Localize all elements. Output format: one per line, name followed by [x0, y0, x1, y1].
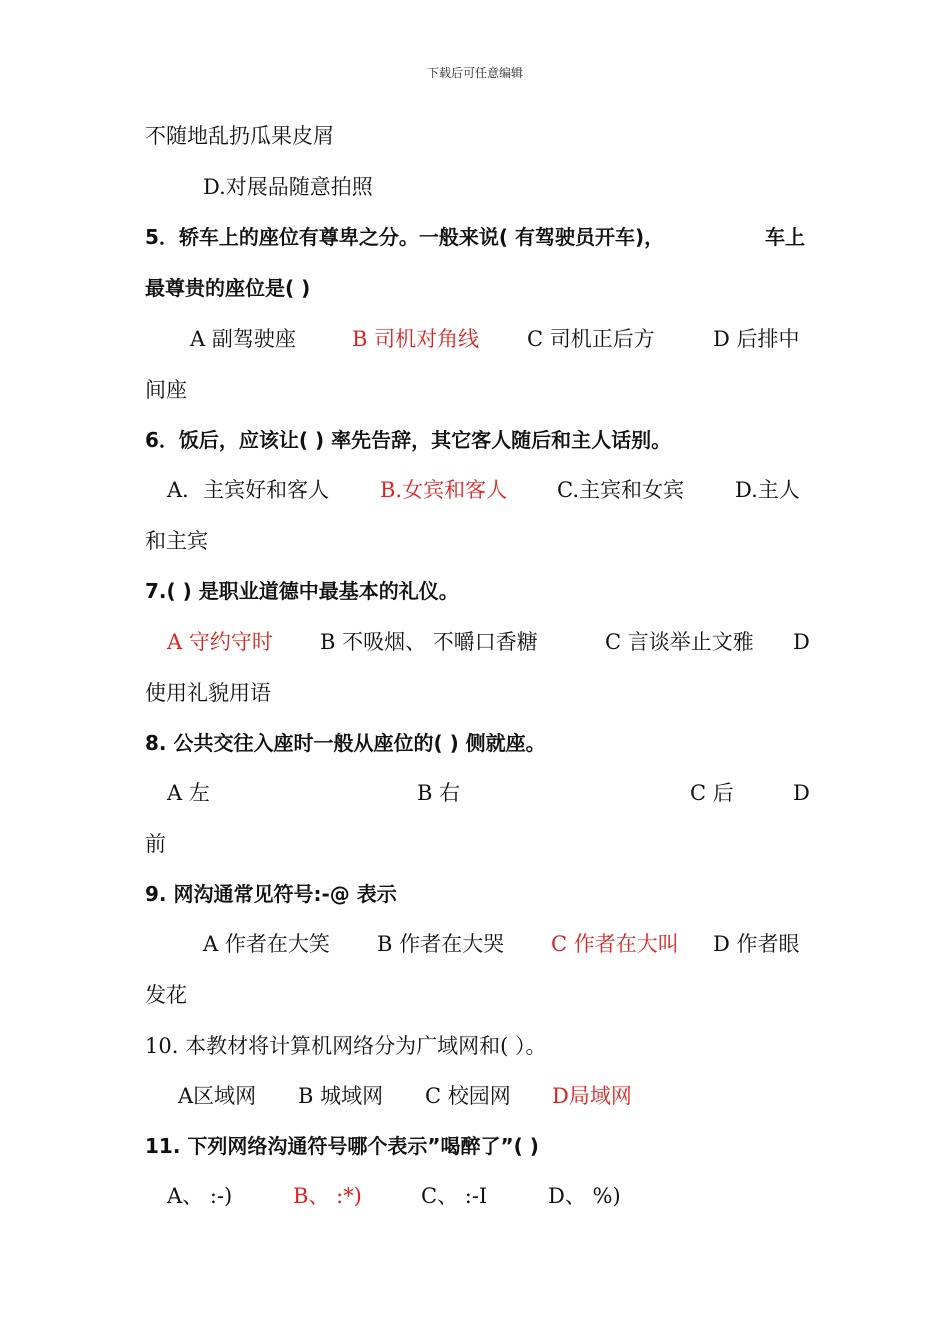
option-d: D、 %) [548, 1184, 621, 1208]
question-5 [145, 221, 805, 253]
option-a: A 副驾驶座 [190, 327, 296, 351]
option-c: C.主宾和女宾 [557, 478, 684, 502]
options-8 [145, 777, 810, 809]
option-a: A、 :-) [167, 1184, 233, 1208]
text-line: 和主宾 [145, 529, 208, 553]
option-b: B 城域网 [298, 1084, 384, 1108]
option-d: D 作者眼 [713, 932, 800, 956]
options-6 [145, 474, 805, 506]
option-c: C 后 [690, 781, 734, 805]
option-c-answer: C 作者在大叫 [551, 932, 679, 956]
option-c: C 校园网 [425, 1084, 511, 1108]
option-d: D 后排中 [713, 327, 800, 351]
option-c: C 司机正后方 [527, 327, 655, 351]
text-line: 前 [145, 832, 166, 856]
options-5 [145, 323, 805, 355]
question-9: 9. 网沟通常见符号:-@ 表示 [145, 882, 397, 906]
option-a-answer: A 守约守时 [167, 630, 273, 654]
question-5-cont: 最尊贵的座位是( ) [145, 276, 311, 300]
option-b: B 不吸烟、 不嚼口香糖 [320, 630, 538, 654]
option-a: A 作者在大笑 [203, 932, 330, 956]
option-d-answer: D局域网 [552, 1084, 632, 1108]
option-a: A．主宾好和客人 [167, 478, 330, 502]
option-b-answer: B 司机对角线 [352, 327, 480, 351]
options-9 [145, 928, 805, 960]
option-c: C、 :-I [421, 1184, 488, 1208]
option-a: A 左 [167, 781, 210, 805]
text-line: 发花 [145, 983, 187, 1007]
text-line: 不随地乱扔瓜果皮屑 [145, 124, 334, 148]
question-text: 5．轿车上的座位有尊卑之分。一般来说( 有驾驶员开车)， [145, 225, 665, 249]
option-b-answer: B.女宾和客人 [380, 478, 508, 502]
question-7: 7.( ) 是职业道德中最基本的礼仪。 [145, 579, 459, 603]
text-line: 使用礼貌用语 [145, 681, 271, 705]
option-d: D [793, 781, 810, 805]
option-line: D.对展品随意拍照 [203, 175, 373, 199]
option-d: D [793, 630, 810, 654]
option-a: A区域网 [178, 1084, 257, 1108]
question-11: 11. 下列网络沟通符号哪个表示”喝醉了”( ) [145, 1134, 539, 1158]
options-10 [145, 1080, 805, 1112]
option-b-answer: B、 :*) [293, 1184, 362, 1208]
option-d: D.主人 [735, 478, 800, 502]
question-8: 8. 公共交往入座时一般从座位的( ) 侧就座。 [145, 731, 546, 755]
options-11 [145, 1180, 805, 1212]
question-10: 10. 本教材将计算机网络分为广域网和( ）。 [145, 1034, 547, 1058]
page-header: 下载后可任意编辑 [426, 66, 523, 80]
question-6: 6．饭后，应该让( ) 率先告辞，其它客人随后和主人话别。 [145, 428, 672, 452]
options-7 [145, 626, 810, 658]
option-b: B 右 [417, 781, 461, 805]
question-text-tail: 车上 [765, 225, 805, 249]
option-c: C 言谈举止文雅 [605, 630, 754, 654]
option-b: B 作者在大哭 [377, 932, 505, 956]
text-line: 间座 [145, 378, 187, 402]
